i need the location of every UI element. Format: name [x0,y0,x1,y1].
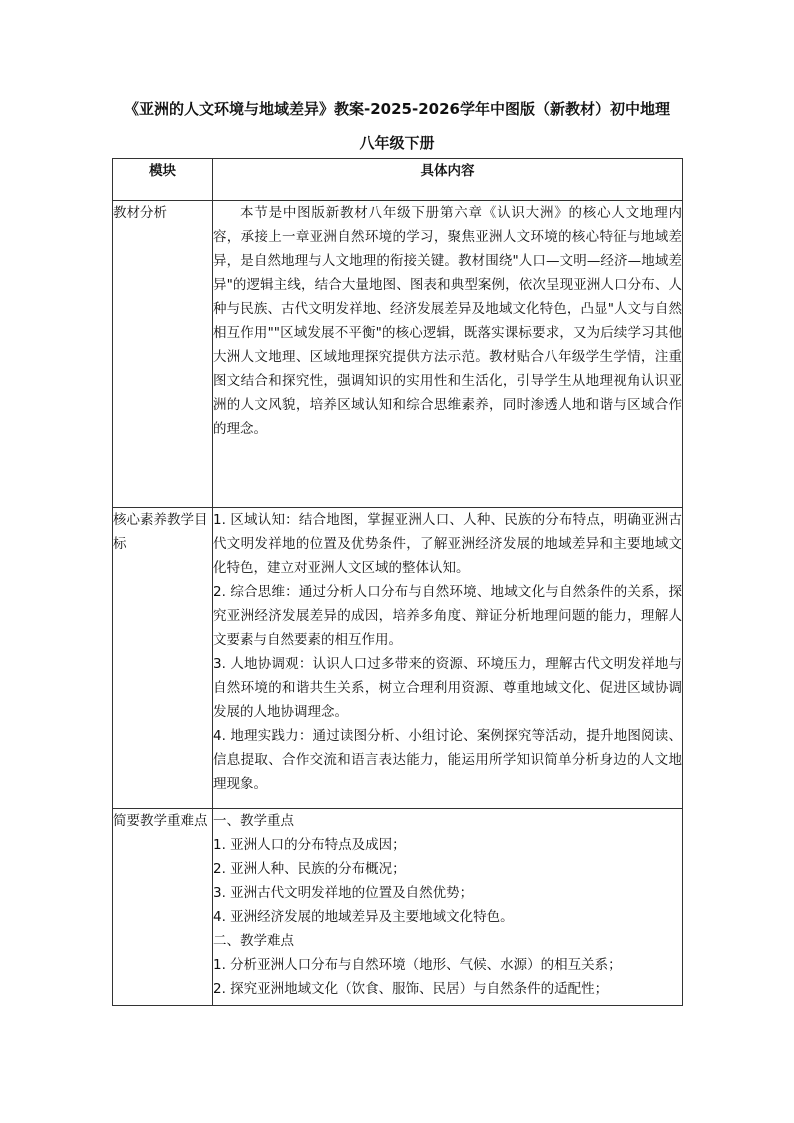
textbook-analysis-paragraph: 本节是中图版新教材八年级下册第六章《认识大洲》的核心人文地理内容，承接上一章亚洲自然环境的学习，聚焦亚洲人文环境的核心特征与地域差异，是自然地理与人文地理的衔接关键。教材围绕"人口—文明—经济—地域差异"的逻辑主线，结合大量地图、图表和典型案例，依次呈现亚洲人口分布、人种与民族、古代文明发祥地、经济发展差异及地域文化特色，凸显"人文与自然相互作用""区域发展不平衡"的核心逻辑，既落实课标要求，又为后续学习其他大洲人文地理、区域地理探究提供方法示范。教材贴合八年级学生学情，注重图文结合和探究性，强调知识的实用性和生活化，引导学生从地理视角认识亚洲的人文风貌，培养区域认知和综合思维素养，同时渗透人地和谐与区域合作的理念。 [213,205,682,437]
row-label-textbook-analysis: 教材分析 [113,201,213,508]
objective-item: 4. 地理实践力：通过读图分析、小组讨论、案例探究等活动，提升地图阅读、信息提取、合作交流和语言表达能力，能运用所学知识简单分析身边的人文地理现象。 [213,728,682,792]
key-point-item: 3. 亚洲古代文明发祥地的位置及自然优势； [213,885,474,901]
title-line-2: 八年级下册 [359,134,435,152]
key-point-heading: 一、教学重点 [213,813,294,829]
key-point-item: 1. 亚洲人口的分布特点及成因； [213,837,406,853]
objective-item: 1. 区域认知：结合地图，掌握亚洲人口、人种、民族的分布特点，明确亚洲古代文明发祥地的位置及优势条件，了解亚洲经济发展的地域差异和主要地域文化特色，建立对亚洲人文区域的整体认知。 [213,512,682,576]
row-label-core-objectives: 核心素养教学目标 [113,508,213,809]
table-header-row [113,159,683,201]
difficulty-heading: 二、教学难点 [213,933,294,949]
key-point-item: 2. 亚洲人种、民族的分布概况； [213,861,406,877]
objective-item: 3. 人地协调观：认识人口过多带来的资源、环境压力，理解古代文明发祥地与自然环境的和谐共生关系，树立合理利用资源、尊重地域文化、促进区域协调发展的人地协调理念。 [213,656,682,720]
title-line-1: 《亚洲的人文环境与地域差异》教案-2025-2026学年中图版（新教材）初中地理 [124,100,670,118]
header-content: 具体内容 [213,159,683,201]
table-row [113,508,683,809]
document-title [60,92,734,160]
row-content-key-points [213,809,683,1006]
key-point-item: 4. 亚洲经济发展的地域差异及主要地域文化特色。 [213,909,514,925]
row-label-key-points: 简要教学重难点 [113,809,213,1006]
header-module: 模块 [113,159,213,201]
objective-item: 2. 综合思维：通过分析人口分布与自然环境、地域文化与自然条件的关系，探究亚洲经济发展差异的成因，培养多角度、辩证分析地理问题的能力，理解人文要素与自然要素的相互作用。 [213,584,682,648]
row-content-core-objectives [213,508,683,809]
table-row [113,809,683,1006]
row-content-textbook-analysis [213,201,683,508]
difficulty-item: 1. 分析亚洲人口分布与自然环境（地形、气候、水源）的相互关系； [213,957,622,973]
lesson-plan-table [112,158,683,1006]
table-row [113,201,683,508]
difficulty-item: 2. 探究亚洲地域文化（饮食、服饰、民居）与自然条件的适配性； [213,981,609,997]
